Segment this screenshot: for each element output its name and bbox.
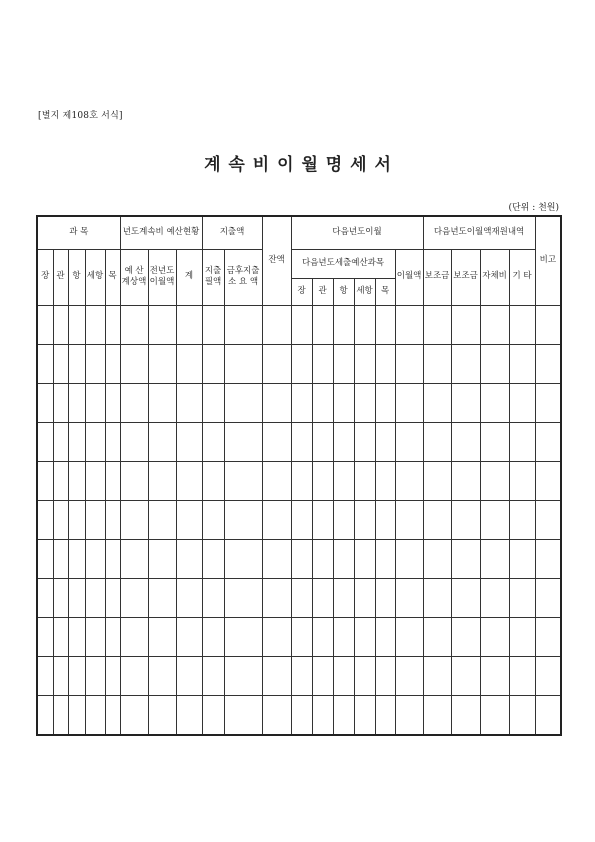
table-cell[interactable]: [333, 539, 354, 578]
table-cell[interactable]: [535, 383, 561, 422]
table-cell[interactable]: [85, 500, 105, 539]
table-cell[interactable]: [395, 617, 423, 656]
table-cell[interactable]: [262, 461, 291, 500]
table-cell[interactable]: [333, 305, 354, 344]
table-cell[interactable]: [451, 344, 480, 383]
table-cell[interactable]: [375, 695, 395, 735]
table-cell[interactable]: [176, 422, 202, 461]
table-cell[interactable]: [451, 617, 480, 656]
table-cell[interactable]: [375, 539, 395, 578]
table-cell[interactable]: [120, 461, 148, 500]
header-cat-gwan: 관: [53, 249, 68, 305]
table-cell[interactable]: [451, 539, 480, 578]
table-cell[interactable]: [354, 305, 375, 344]
table-cell[interactable]: [224, 539, 262, 578]
table-cell[interactable]: [148, 305, 176, 344]
table-cell[interactable]: [68, 383, 85, 422]
table-cell[interactable]: [375, 500, 395, 539]
table-cell[interactable]: [354, 695, 375, 735]
table-cell[interactable]: [312, 695, 333, 735]
table-cell[interactable]: [85, 617, 105, 656]
table-cell[interactable]: [37, 383, 53, 422]
carryover-table: [36, 215, 562, 736]
table-cell[interactable]: [480, 695, 509, 735]
table-cell[interactable]: [202, 422, 224, 461]
table-cell[interactable]: [535, 461, 561, 500]
table-cell[interactable]: [68, 461, 85, 500]
table-cell[interactable]: [333, 461, 354, 500]
table-cell[interactable]: [423, 422, 451, 461]
table-cell[interactable]: [68, 578, 85, 617]
table-cell[interactable]: [37, 422, 53, 461]
table-cell[interactable]: [105, 695, 120, 735]
table-cell[interactable]: [53, 383, 68, 422]
table-cell[interactable]: [509, 422, 535, 461]
table-cell[interactable]: [120, 500, 148, 539]
header-budget-total: 계: [176, 249, 202, 305]
table-cell[interactable]: [53, 500, 68, 539]
table-cell[interactable]: [395, 656, 423, 695]
table-cell[interactable]: [312, 539, 333, 578]
table-cell[interactable]: [535, 617, 561, 656]
table-cell[interactable]: [423, 305, 451, 344]
table-cell[interactable]: [333, 578, 354, 617]
table-cell[interactable]: [105, 539, 120, 578]
table-cell[interactable]: [176, 305, 202, 344]
header-cat-hang: 항: [68, 249, 85, 305]
table-cell[interactable]: [395, 383, 423, 422]
table-cell[interactable]: [85, 305, 105, 344]
table-cell[interactable]: [375, 617, 395, 656]
table-cell[interactable]: [451, 422, 480, 461]
unit-label: (단위 : 천원): [508, 203, 559, 213]
table-cell[interactable]: [535, 695, 561, 735]
header-remarks: 비고: [535, 216, 561, 305]
table-cell[interactable]: [202, 695, 224, 735]
table-cell[interactable]: [120, 695, 148, 735]
table-cell[interactable]: [105, 578, 120, 617]
table-cell[interactable]: [53, 422, 68, 461]
table-cell[interactable]: [262, 422, 291, 461]
table-cell[interactable]: [68, 695, 85, 735]
table-cell[interactable]: [375, 305, 395, 344]
table-cell[interactable]: [535, 656, 561, 695]
table-cell[interactable]: [148, 695, 176, 735]
table-cell[interactable]: [333, 500, 354, 539]
table-cell[interactable]: [480, 344, 509, 383]
table-cell[interactable]: [395, 422, 423, 461]
table-cell[interactable]: [509, 383, 535, 422]
table-cell[interactable]: [37, 578, 53, 617]
header-fund-own: 자체비: [480, 249, 509, 305]
table-cell[interactable]: [148, 539, 176, 578]
header-cat-jang: 장: [37, 249, 53, 305]
table-cell[interactable]: [509, 461, 535, 500]
table-cell[interactable]: [37, 461, 53, 500]
table-cell[interactable]: [68, 305, 85, 344]
table-cell[interactable]: [375, 461, 395, 500]
table-cell[interactable]: [395, 305, 423, 344]
page-title: 계 속 비 이 월 명 세 서: [204, 155, 391, 175]
table-cell[interactable]: [451, 656, 480, 695]
table-cell[interactable]: [291, 305, 312, 344]
table-cell[interactable]: [509, 695, 535, 735]
table-cell[interactable]: [354, 422, 375, 461]
table-cell[interactable]: [53, 617, 68, 656]
table-cell[interactable]: [224, 422, 262, 461]
table-cell[interactable]: [105, 422, 120, 461]
table-cell[interactable]: [509, 578, 535, 617]
table-row: [37, 461, 561, 500]
table-cell[interactable]: [535, 539, 561, 578]
table-cell[interactable]: [375, 344, 395, 383]
table-cell[interactable]: [176, 695, 202, 735]
table-cell[interactable]: [375, 422, 395, 461]
table-cell[interactable]: [291, 695, 312, 735]
table-cell[interactable]: [148, 617, 176, 656]
table-row: [37, 383, 561, 422]
table-cell[interactable]: [68, 656, 85, 695]
table-cell[interactable]: [262, 617, 291, 656]
table-cell[interactable]: [354, 344, 375, 383]
table-cell[interactable]: [354, 461, 375, 500]
table-cell[interactable]: [480, 500, 509, 539]
table-cell[interactable]: [451, 578, 480, 617]
table-cell[interactable]: [148, 656, 176, 695]
table-cell[interactable]: [312, 617, 333, 656]
header-budget-appropriated: 예 산 계상액: [120, 249, 148, 305]
table-cell[interactable]: [85, 422, 105, 461]
header-fund-subsidy-2: 보조금: [451, 249, 480, 305]
table-cell[interactable]: [333, 344, 354, 383]
table-cell[interactable]: [423, 383, 451, 422]
table-cell[interactable]: [224, 305, 262, 344]
table-cell[interactable]: [53, 305, 68, 344]
table-cell[interactable]: [395, 695, 423, 735]
table-cell[interactable]: [395, 539, 423, 578]
header-next-sehang: 세항: [354, 278, 375, 305]
table-cell[interactable]: [120, 656, 148, 695]
table-cell[interactable]: [85, 656, 105, 695]
table-cell[interactable]: [509, 500, 535, 539]
table-cell[interactable]: [480, 461, 509, 500]
table-cell[interactable]: [423, 578, 451, 617]
table-cell[interactable]: [291, 500, 312, 539]
table-cell[interactable]: [224, 656, 262, 695]
table-cell[interactable]: [395, 461, 423, 500]
header-cat-mok: 목: [105, 249, 120, 305]
header-carry-amount: 이월액: [395, 249, 423, 305]
header-next-year-carry: 다음년도이월: [291, 216, 423, 249]
header-next-gwan: 관: [312, 278, 333, 305]
table-cell[interactable]: [354, 617, 375, 656]
header-next-jang: 장: [291, 278, 312, 305]
table-cell[interactable]: [85, 461, 105, 500]
table-cell[interactable]: [105, 461, 120, 500]
table-cell[interactable]: [202, 461, 224, 500]
table-cell[interactable]: [105, 383, 120, 422]
table-row: [37, 617, 561, 656]
table-cell[interactable]: [148, 500, 176, 539]
table-cell[interactable]: [148, 383, 176, 422]
table-cell[interactable]: [291, 344, 312, 383]
table-cell[interactable]: [37, 305, 53, 344]
table-cell[interactable]: [312, 461, 333, 500]
table-cell[interactable]: [480, 539, 509, 578]
table-cell[interactable]: [291, 383, 312, 422]
table-cell[interactable]: [120, 539, 148, 578]
table-row: [37, 539, 561, 578]
header-funding-source: 다음년도이월액재원내역: [423, 216, 535, 249]
header-next-mok: 목: [375, 278, 395, 305]
table-cell[interactable]: [37, 656, 53, 695]
header-cat-sehang: 세항: [85, 249, 105, 305]
table-cell[interactable]: [423, 539, 451, 578]
table-cell[interactable]: [176, 578, 202, 617]
table-cell[interactable]: [53, 695, 68, 735]
table-row: [37, 500, 561, 539]
header-next-hang: 항: [333, 278, 354, 305]
table-cell[interactable]: [333, 695, 354, 735]
table-cell[interactable]: [354, 500, 375, 539]
table-cell[interactable]: [176, 344, 202, 383]
table-cell[interactable]: [176, 617, 202, 656]
table-cell[interactable]: [105, 500, 120, 539]
table-cell[interactable]: [120, 578, 148, 617]
table-cell[interactable]: [224, 500, 262, 539]
header-prior-carryover: 전년도 이월액: [148, 249, 176, 305]
table-cell[interactable]: [312, 344, 333, 383]
table-cell[interactable]: [375, 656, 395, 695]
table-cell[interactable]: [53, 656, 68, 695]
table-cell[interactable]: [509, 344, 535, 383]
table-row: [37, 422, 561, 461]
table-cell[interactable]: [480, 617, 509, 656]
table-cell[interactable]: [312, 500, 333, 539]
table-cell[interactable]: [509, 305, 535, 344]
table-cell[interactable]: [176, 383, 202, 422]
table-cell[interactable]: [53, 539, 68, 578]
table-cell[interactable]: [148, 344, 176, 383]
table-cell[interactable]: [535, 344, 561, 383]
table-cell[interactable]: [68, 500, 85, 539]
table-cell[interactable]: [535, 305, 561, 344]
table-cell[interactable]: [120, 305, 148, 344]
header-expenditure: 지출액: [202, 216, 262, 249]
table-cell[interactable]: [291, 656, 312, 695]
table-cell[interactable]: [53, 344, 68, 383]
table-cell[interactable]: [312, 578, 333, 617]
table-cell[interactable]: [509, 656, 535, 695]
header-budget-status: 년도계속비 예산현황: [120, 216, 202, 249]
table-cell[interactable]: [37, 695, 53, 735]
table-cell[interactable]: [120, 383, 148, 422]
table-cell[interactable]: [120, 344, 148, 383]
table-cell[interactable]: [312, 422, 333, 461]
table-cell[interactable]: [375, 383, 395, 422]
table-cell[interactable]: [535, 422, 561, 461]
table-cell[interactable]: [224, 617, 262, 656]
header-expenditure-paid: 지출 필액: [202, 249, 224, 305]
table-cell[interactable]: [480, 422, 509, 461]
table-cell[interactable]: [224, 461, 262, 500]
table-cell[interactable]: [354, 578, 375, 617]
table-cell[interactable]: [395, 578, 423, 617]
table-cell[interactable]: [395, 344, 423, 383]
table-cell[interactable]: [120, 617, 148, 656]
table-cell[interactable]: [85, 695, 105, 735]
table-cell[interactable]: [291, 422, 312, 461]
header-category: 과 목: [37, 216, 120, 249]
table-row: [37, 578, 561, 617]
table-cell[interactable]: [37, 344, 53, 383]
table-cell[interactable]: [202, 500, 224, 539]
table-cell[interactable]: [202, 383, 224, 422]
table-cell[interactable]: [333, 422, 354, 461]
table-cell[interactable]: [451, 305, 480, 344]
table-cell[interactable]: [202, 656, 224, 695]
table-cell[interactable]: [451, 383, 480, 422]
table-cell[interactable]: [85, 383, 105, 422]
table-cell[interactable]: [354, 656, 375, 695]
table-cell[interactable]: [68, 617, 85, 656]
table-cell[interactable]: [262, 383, 291, 422]
table-cell[interactable]: [312, 656, 333, 695]
table-cell[interactable]: [68, 539, 85, 578]
table-cell[interactable]: [480, 383, 509, 422]
form-number: [별지 제108호 서식]: [38, 111, 123, 121]
table-cell[interactable]: [262, 539, 291, 578]
table-cell[interactable]: [85, 539, 105, 578]
table-cell[interactable]: [85, 578, 105, 617]
table-cell[interactable]: [333, 383, 354, 422]
table-cell[interactable]: [423, 656, 451, 695]
table-cell[interactable]: [202, 344, 224, 383]
table-cell[interactable]: [37, 617, 53, 656]
table-cell[interactable]: [105, 344, 120, 383]
table-cell[interactable]: [480, 578, 509, 617]
table-cell[interactable]: [202, 578, 224, 617]
table-cell[interactable]: [224, 578, 262, 617]
table-cell[interactable]: [224, 695, 262, 735]
table-cell[interactable]: [202, 305, 224, 344]
table-cell[interactable]: [423, 695, 451, 735]
table-cell[interactable]: [68, 344, 85, 383]
table-cell[interactable]: [291, 461, 312, 500]
table-row: [37, 695, 561, 735]
table-cell[interactable]: [262, 578, 291, 617]
table-cell[interactable]: [291, 578, 312, 617]
table-cell[interactable]: [224, 344, 262, 383]
table-cell[interactable]: [224, 383, 262, 422]
table-cell[interactable]: [105, 656, 120, 695]
table-cell[interactable]: [535, 500, 561, 539]
table-cell[interactable]: [202, 617, 224, 656]
table-cell[interactable]: [53, 461, 68, 500]
table-cell[interactable]: [148, 461, 176, 500]
table-cell[interactable]: [423, 461, 451, 500]
table-row: [37, 344, 561, 383]
table-cell[interactable]: [176, 500, 202, 539]
table-cell[interactable]: [312, 305, 333, 344]
table-cell[interactable]: [423, 344, 451, 383]
table-cell[interactable]: [262, 500, 291, 539]
table-row: [37, 656, 561, 695]
header-fund-subsidy-1: 보조금: [423, 249, 451, 305]
header-balance: 잔액: [262, 216, 291, 305]
table-cell[interactable]: [262, 344, 291, 383]
table-row: [37, 305, 561, 344]
table-cell[interactable]: [176, 461, 202, 500]
table-cell[interactable]: [451, 695, 480, 735]
table-cell[interactable]: [395, 500, 423, 539]
table-cell[interactable]: [176, 656, 202, 695]
table-cell[interactable]: [480, 656, 509, 695]
table-cell[interactable]: [262, 305, 291, 344]
table-cell[interactable]: [105, 617, 120, 656]
table-cell[interactable]: [291, 539, 312, 578]
table-cell[interactable]: [37, 500, 53, 539]
table-cell[interactable]: [262, 695, 291, 735]
table-cell[interactable]: [423, 500, 451, 539]
table-cell[interactable]: [509, 617, 535, 656]
table-cell[interactable]: [480, 305, 509, 344]
table-cell[interactable]: [333, 617, 354, 656]
table-cell[interactable]: [333, 656, 354, 695]
table-cell[interactable]: [53, 578, 68, 617]
table-cell[interactable]: [202, 539, 224, 578]
table-cell[interactable]: [85, 344, 105, 383]
table-cell[interactable]: [312, 383, 333, 422]
table-cell[interactable]: [451, 461, 480, 500]
table-cell[interactable]: [105, 305, 120, 344]
table-cell[interactable]: [68, 422, 85, 461]
table-cell[interactable]: [354, 383, 375, 422]
table-cell[interactable]: [120, 422, 148, 461]
table-cell[interactable]: [509, 539, 535, 578]
header-next-budget-category: 다음년도세출예산과목: [291, 249, 395, 278]
header-future-required: 금후지출 소 요 액: [224, 249, 262, 305]
table-cell[interactable]: [423, 617, 451, 656]
table-cell[interactable]: [535, 578, 561, 617]
table-cell[interactable]: [354, 539, 375, 578]
table-cell[interactable]: [37, 539, 53, 578]
table-cell[interactable]: [451, 500, 480, 539]
table-cell[interactable]: [148, 578, 176, 617]
table-cell[interactable]: [375, 578, 395, 617]
table-cell[interactable]: [262, 656, 291, 695]
table-cell[interactable]: [176, 539, 202, 578]
table-cell[interactable]: [148, 422, 176, 461]
header-fund-other: 기 타: [509, 249, 535, 305]
table-cell[interactable]: [291, 617, 312, 656]
